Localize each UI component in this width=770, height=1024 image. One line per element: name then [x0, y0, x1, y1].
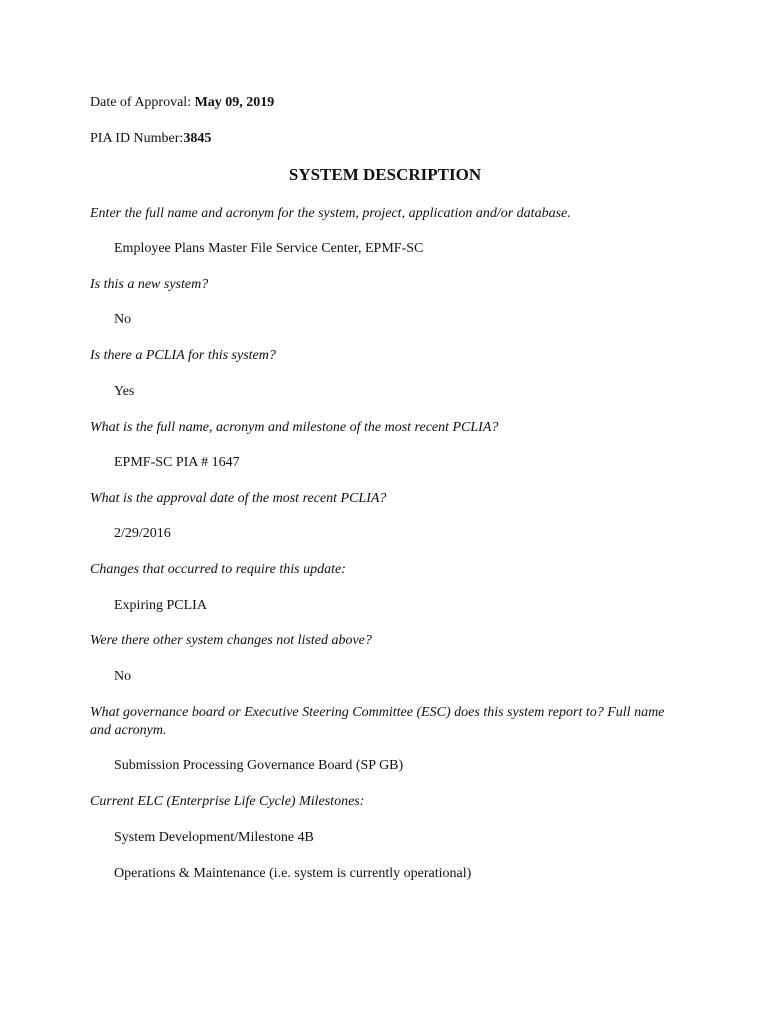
question-other-changes: Were there other system changes not listed above?	[90, 633, 372, 648]
answer-system-name: Employee Plans Master File Service Center, EPMF-SC	[114, 241, 424, 256]
question-changes: Changes that occurred to require this update:	[90, 562, 346, 577]
answer-governance-board: Submission Processing Governance Board (SP GB)	[114, 758, 404, 773]
pia-id-label: PIA ID Number:	[90, 131, 184, 146]
question-pclia-exists: Is there a PCLIA for this system?	[90, 348, 276, 363]
section-title: SYSTEM DESCRIPTION	[288, 165, 482, 184]
answer-other-changes: No	[114, 669, 132, 684]
question-elc-milestones: Current ELC (Enterprise Life Cycle) Milestones:	[90, 794, 365, 809]
answer-recent-pclia: EPMF-SC PIA # 1647	[114, 455, 240, 470]
question-system-name: Enter the full name and acronym for the system, project, application and/or database.	[90, 206, 571, 221]
approval-date-line	[90, 94, 690, 112]
answer-pclia-exists: Yes	[114, 384, 135, 399]
answer-elc-milestone-2: Operations & Maintenance (i.e. system is currently operational)	[114, 866, 472, 881]
pia-id-line	[90, 130, 690, 148]
question-new-system: Is this a new system?	[90, 277, 209, 292]
question-approval-date: What is the approval date of the most recent PCLIA?	[90, 491, 387, 506]
question-recent-pclia: What is the full name, acronym and milestone of the most recent PCLIA?	[90, 420, 499, 435]
approval-date-value: May 09, 2019	[194, 95, 275, 110]
answer-new-system: No	[114, 312, 132, 327]
question-governance-board: What governance board or Executive Steering Committee (ESC) does this system report to? Full name and acronym.	[90, 705, 665, 738]
answer-approval-date: 2/29/2016	[114, 526, 171, 541]
answer-changes: Expiring PCLIA	[114, 598, 207, 613]
approval-date-label: Date of Approval:	[90, 95, 195, 110]
answer-elc-milestone-1: System Development/Milestone 4B	[114, 830, 314, 845]
pia-id-value: 3845	[183, 131, 212, 146]
